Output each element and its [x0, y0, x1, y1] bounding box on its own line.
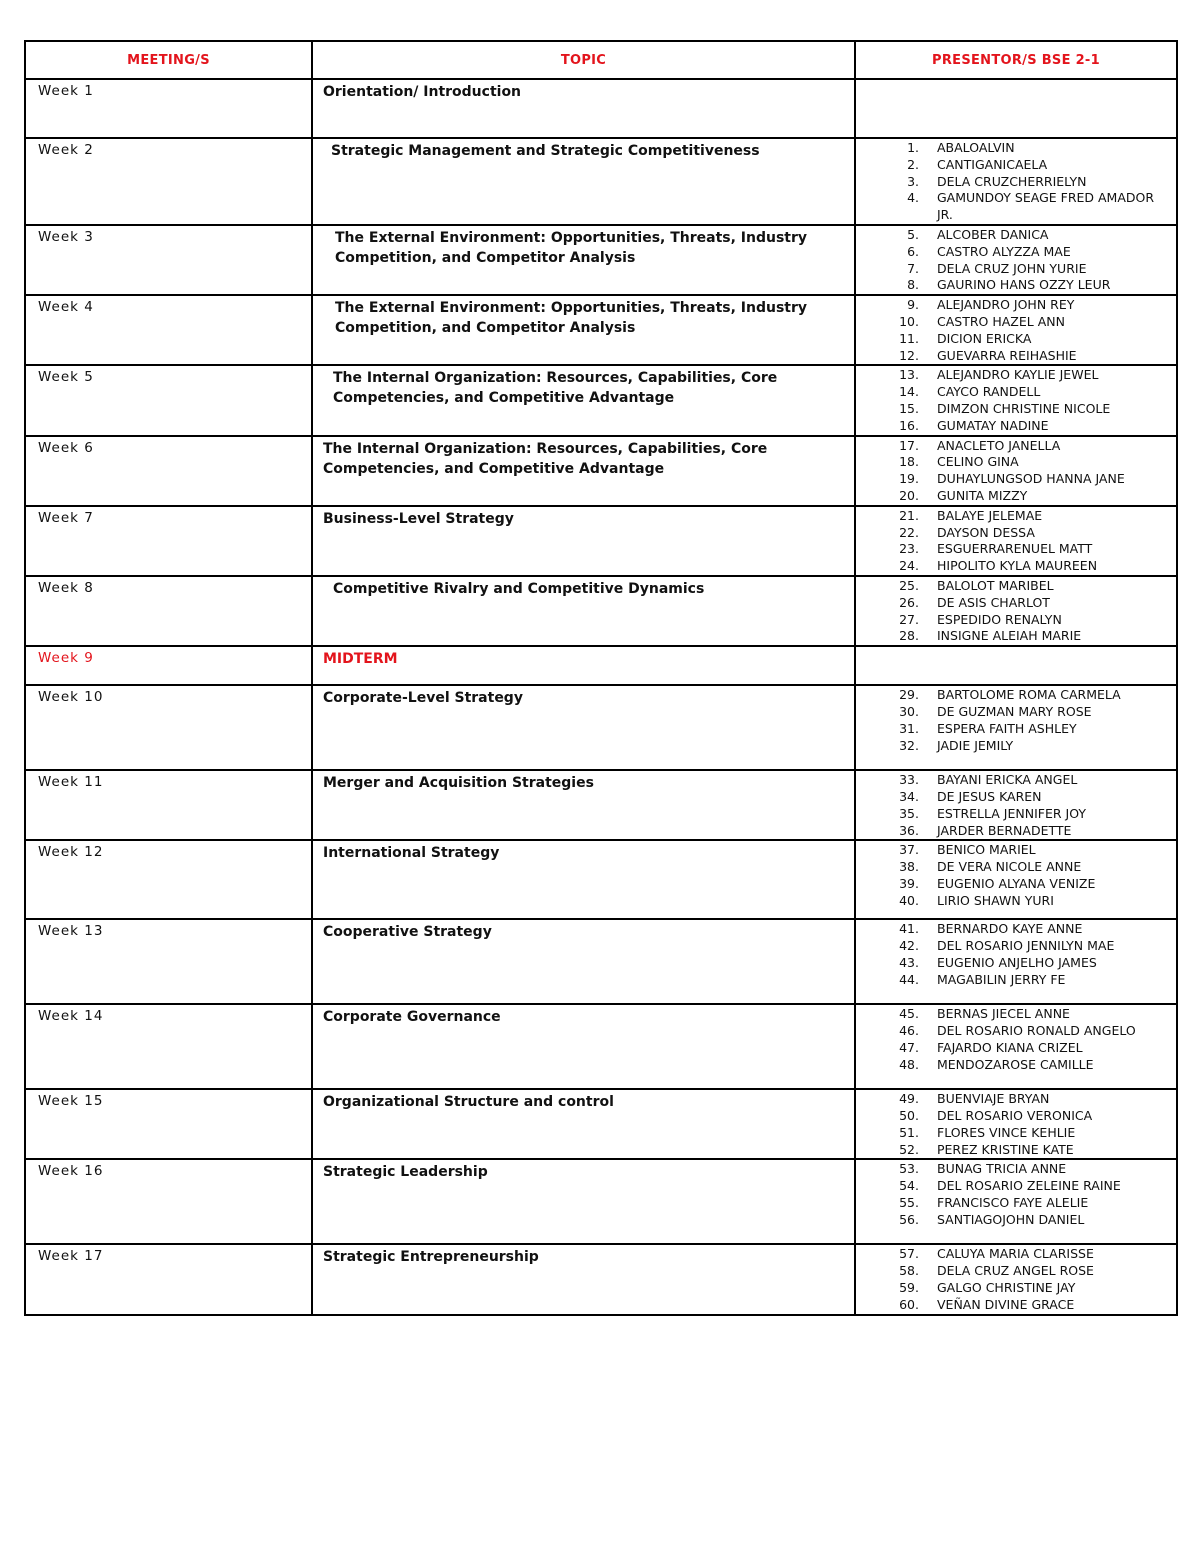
presenter-number: 25. [899, 577, 919, 593]
presenter-number: 23. [899, 541, 919, 557]
presenter-list [856, 1091, 1170, 1158]
week-cell: Week 8 [25, 576, 312, 646]
table-row [25, 436, 1177, 506]
presenter-name: DE JESUS KAREN [937, 788, 1042, 804]
presenter-item [856, 454, 1170, 471]
presenter-name: INSIGNE ALEIAH MARIE [937, 628, 1082, 644]
presenter-name: CELINO GINA [937, 454, 1019, 470]
presenter-name: ESPERA FAITH ASHLEY [937, 720, 1077, 736]
presenter-number: 37. [899, 842, 919, 858]
table-row [25, 506, 1177, 576]
presenter-number: 19. [899, 471, 919, 487]
topic-cell [312, 295, 855, 365]
week-cell: Week 4 [25, 295, 312, 365]
presenters-cell [855, 436, 1177, 506]
presenter-item [856, 628, 1170, 645]
presenter-name: DEL ROSARIO RONALD ANGELO [937, 1023, 1136, 1039]
presenter-number: 17. [899, 437, 919, 453]
presenter-item [856, 384, 1170, 401]
presenter-number: 9. [907, 297, 919, 313]
presenter-name: ALCOBER DANICA [937, 226, 1049, 242]
presenter-list [856, 1161, 1170, 1228]
presenter-item [856, 1125, 1170, 1142]
presenter-item [856, 1023, 1170, 1040]
presenter-name: DELA CRUZ ANGEL ROSE [937, 1263, 1094, 1279]
presenter-name: BENICO MARIEL [937, 842, 1036, 858]
table-row [25, 646, 1177, 685]
topic-header: TOPIC [312, 41, 855, 79]
presenter-name: BALOLOT MARIBEL [937, 577, 1054, 593]
presenter-number: 46. [899, 1023, 919, 1039]
presenter-item [856, 578, 1170, 595]
presenter-item [856, 1108, 1170, 1125]
presenter-name: CAYCO RANDELL [937, 384, 1041, 400]
presenter-number: 59. [899, 1280, 919, 1296]
table-row [25, 685, 1177, 770]
presenter-number: 28. [899, 628, 919, 644]
presenter-number: 15. [899, 400, 919, 416]
presenter-name: DEL ROSARIO VERONICA [937, 1108, 1093, 1124]
table-row [25, 770, 1177, 840]
topic-text: Cooperative Strategy [323, 924, 492, 941]
presenter-name: CALUYA MARIA CLARISSE [937, 1246, 1094, 1262]
presenter-name: MENDOZAROSE CAMILLE [937, 1056, 1094, 1072]
presenter-number: 3. [907, 173, 919, 189]
presenters-cell [855, 365, 1177, 435]
presenter-item [856, 227, 1170, 244]
presenter-name: DELA CRUZ JOHN YURIE [937, 260, 1087, 276]
presenter-number: 54. [899, 1178, 919, 1194]
presenter-list [856, 1006, 1170, 1073]
presenter-name: DEL ROSARIO ZELEINE RAINE [937, 1178, 1121, 1194]
week-cell: Week 13 [25, 919, 312, 1004]
week-cell: Week 1 [25, 79, 312, 138]
presenter-item [856, 938, 1170, 955]
presenter-name: DICION ERICKA [937, 330, 1032, 346]
presenter-item [856, 612, 1170, 629]
presenter-name: BERNARDO KAYE ANNE [937, 921, 1083, 937]
presenter-name: GAURINO HANS OZZY LEUR [937, 277, 1111, 293]
presenter-number: 52. [899, 1141, 919, 1157]
table-row [25, 365, 1177, 435]
presenter-name: DE ASIS CHARLOT [937, 594, 1050, 610]
presenter-item [856, 1161, 1170, 1178]
presenter-list [856, 438, 1170, 505]
topic-text: Competitive Rivalry and Competitive Dynamics [333, 580, 705, 597]
week-cell: Week 17 [25, 1244, 312, 1314]
presenter-number: 40. [899, 892, 919, 908]
presenter-name: DEL ROSARIO JENNILYN MAE [937, 938, 1115, 954]
presenter-number: 34. [899, 788, 919, 804]
presenter-name: MAGABILIN JERRY FE [937, 971, 1066, 987]
presenter-name: BAYANI ERICKA ANGEL [937, 772, 1078, 788]
week-cell: Week 6 [25, 436, 312, 506]
presenter-item [856, 541, 1170, 558]
topic-cell [312, 1004, 855, 1089]
presenter-name: CANTIGANICAELA [937, 156, 1048, 172]
presenter-name: CASTRO HAZEL ANN [937, 313, 1065, 329]
presenter-name: JARDER BERNADETTE [937, 822, 1072, 838]
presenter-name: ESGUERRARENUEL MATT [937, 541, 1093, 557]
presenter-item [856, 261, 1170, 278]
week-cell: Week 16 [25, 1159, 312, 1244]
table-row [25, 576, 1177, 646]
presenter-item [856, 1006, 1170, 1023]
presenter-item [856, 525, 1170, 542]
presenters-cell [855, 840, 1177, 919]
table-row [25, 1159, 1177, 1244]
presenters-cell [855, 1089, 1177, 1159]
presenter-number: 2. [907, 156, 919, 172]
presenter-item [856, 704, 1170, 721]
presenter-number: 56. [899, 1211, 919, 1227]
presenter-number: 16. [899, 417, 919, 433]
presenter-name: GUEVARRA REIHASHIE [937, 347, 1077, 363]
presenter-name: DUHAYLUNGSOD HANNA JANE [937, 471, 1125, 487]
presenter-number: 45. [899, 1006, 919, 1022]
presenter-number: 13. [899, 367, 919, 383]
topic-text: The External Environment: Opportunities, Threats, Industry Competition, and Competitor Analysis [335, 229, 808, 266]
presenter-item [856, 438, 1170, 455]
topic-text: The External Environment: Opportunities, Threats, Industry Competition, and Competitor Analysis [335, 300, 808, 337]
presenter-item [856, 277, 1170, 294]
presenter-name: FAJARDO KIANA CRIZEL [937, 1039, 1083, 1055]
presenter-item [856, 190, 1170, 224]
week-cell: Week 2 [25, 138, 312, 225]
topic-cell [312, 1244, 855, 1314]
presenter-item [856, 508, 1170, 525]
presenter-item [856, 921, 1170, 938]
week-cell: Week 10 [25, 685, 312, 770]
presenter-number: 50. [899, 1108, 919, 1124]
presenter-item [856, 876, 1170, 893]
presenter-name: FRANCISCO FAYE ALELIE [937, 1195, 1089, 1211]
presenter-name: ALEJANDRO JOHN REY [937, 297, 1075, 313]
week-cell: Week 5 [25, 365, 312, 435]
topic-text: Corporate-Level Strategy [323, 690, 523, 707]
presenter-number: 36. [899, 822, 919, 838]
presenter-item [856, 244, 1170, 261]
presenter-name: DIMZON CHRISTINE NICOLE [937, 400, 1111, 416]
presenter-number: 5. [907, 226, 919, 242]
presenter-name: BUNAG TRICIA ANNE [937, 1161, 1067, 1177]
presenter-item [856, 842, 1170, 859]
presenter-number: 1. [907, 140, 919, 155]
presenters-cell [855, 919, 1177, 1004]
presenter-number: 29. [899, 687, 919, 703]
topic-text: Orientation/ Introduction [323, 84, 522, 100]
presenter-item [856, 1040, 1170, 1057]
topic-text: Strategic Entrepreneurship [323, 1249, 539, 1266]
presenters-cell [855, 506, 1177, 576]
presenters-cell [855, 1244, 1177, 1314]
presenter-item [856, 859, 1170, 876]
presenter-item [856, 488, 1170, 505]
presenter-number: 10. [899, 313, 919, 329]
presenter-name: ALEJANDRO KAYLIE JEWEL [937, 367, 1099, 383]
presenter-name: BARTOLOME ROMA CARMELA [937, 687, 1121, 703]
presenters-cell [855, 225, 1177, 295]
topic-cell [312, 919, 855, 1004]
presenter-list [856, 921, 1170, 988]
topic-cell [312, 576, 855, 646]
presenter-item [856, 1057, 1170, 1074]
presenter-item [856, 893, 1170, 910]
presenter-name: DE GUZMAN MARY ROSE [937, 703, 1092, 719]
presenter-number: 18. [899, 454, 919, 470]
presenter-number: 47. [899, 1039, 919, 1055]
topic-text: Strategic Management and Strategic Competitiveness [331, 143, 760, 159]
topic-cell [312, 646, 855, 685]
week-cell: Week 11 [25, 770, 312, 840]
presenter-item [856, 721, 1170, 738]
presenter-number: 41. [899, 921, 919, 937]
presenter-list [856, 578, 1170, 645]
presenter-name: DE VERA NICOLE ANNE [937, 859, 1082, 875]
presenter-number: 8. [907, 277, 919, 293]
presenter-name: GALGO CHRISTINE JAY [937, 1280, 1076, 1296]
presenter-item [856, 558, 1170, 575]
presenter-number: 55. [899, 1195, 919, 1211]
presenter-name: BUENVIAJE BRYAN [937, 1091, 1050, 1107]
table-row [25, 225, 1177, 295]
presenter-number: 33. [899, 772, 919, 788]
presenters-cell [855, 1159, 1177, 1244]
presenter-item [856, 1297, 1170, 1314]
presenter-number: 51. [899, 1124, 919, 1140]
presenter-name: JADIE JEMILY [937, 737, 1014, 753]
presenter-item [856, 955, 1170, 972]
presenter-item [856, 1263, 1170, 1280]
presenter-name: VEÑAN DIVINE GRACE [937, 1296, 1075, 1312]
topic-text: The Internal Organization: Resources, Capabilities, Core Competencies, and Competitive Advantage [323, 440, 768, 477]
presenter-number: 58. [899, 1263, 919, 1279]
presenter-number: 26. [899, 594, 919, 610]
topic-cell [312, 79, 855, 138]
topic-cell [312, 685, 855, 770]
presenter-item [856, 1142, 1170, 1159]
presenter-name: GUMATAY NADINE [937, 417, 1049, 433]
presenter-item [856, 1195, 1170, 1212]
presenter-list [856, 297, 1170, 364]
presenter-number: 48. [899, 1056, 919, 1072]
topic-cell [312, 365, 855, 435]
table-row [25, 79, 1177, 138]
topic-text: Corporate Governance [323, 1009, 501, 1026]
presenter-number: 24. [899, 558, 919, 574]
presenters-cell [855, 79, 1177, 138]
presenter-number: 57. [899, 1246, 919, 1262]
presenter-number: 12. [899, 347, 919, 363]
presenter-item [856, 174, 1170, 191]
topic-text: International Strategy [323, 845, 500, 862]
presenter-number: 38. [899, 859, 919, 875]
presenter-item [856, 972, 1170, 989]
presenter-number: 44. [899, 971, 919, 987]
topic-cell [312, 138, 855, 225]
presenter-number: 14. [899, 384, 919, 400]
table-row [25, 138, 1177, 225]
presenter-item [856, 1280, 1170, 1297]
topic-cell [312, 1159, 855, 1244]
presenter-list [856, 842, 1170, 909]
presenter-name: HIPOLITO KYLA MAUREEN [937, 558, 1098, 574]
presenter-item [856, 1178, 1170, 1195]
presenter-number: 49. [899, 1091, 919, 1107]
presenter-number: 60. [899, 1296, 919, 1312]
presenter-item [856, 418, 1170, 435]
presenters-cell [855, 295, 1177, 365]
presenter-name: LIRIO SHAWN YURI [937, 892, 1054, 908]
presenter-number: 11. [899, 330, 919, 346]
presenter-item [856, 1212, 1170, 1229]
table-row [25, 919, 1177, 1004]
presenter-name: EUGENIO ALYANA VENIZE [937, 875, 1096, 891]
presenter-list [856, 367, 1170, 434]
topic-cell [312, 506, 855, 576]
topic-text: Business-Level Strategy [323, 510, 514, 527]
presenter-number: 31. [899, 720, 919, 736]
presenter-number: 20. [899, 487, 919, 503]
presenters-cell [855, 685, 1177, 770]
presenter-name: FLORES VINCE KEHLIE [937, 1124, 1076, 1140]
presenter-item [856, 823, 1170, 840]
presenter-number: 39. [899, 875, 919, 891]
presenters-cell [855, 646, 1177, 685]
topic-text: MIDTERM [323, 651, 398, 668]
presenter-name: CASTRO ALYZZA MAE [937, 243, 1071, 259]
presenter-name: GAMUNDOY SEAGE FRED AMADOR JR. [937, 190, 1155, 223]
topic-text: Strategic Leadership [323, 1164, 488, 1181]
presenter-item [856, 367, 1170, 384]
table-row [25, 840, 1177, 919]
presenter-item [856, 772, 1170, 789]
presenter-item [856, 471, 1170, 488]
presenter-number: 32. [899, 737, 919, 753]
presenter-item [856, 314, 1170, 331]
presenter-item [856, 687, 1170, 704]
presenter-number: 6. [907, 243, 919, 259]
presenters-cell [855, 138, 1177, 225]
presentors-header: PRESENTOR/S BSE 2-1 [855, 41, 1177, 79]
week-cell: Week 14 [25, 1004, 312, 1089]
presenter-number: 27. [899, 611, 919, 627]
presenter-number: 21. [899, 507, 919, 523]
presenter-name: BERNAS JIECEL ANNE [937, 1006, 1070, 1022]
table-row [25, 1004, 1177, 1089]
topic-text: The Internal Organization: Resources, Capabilities, Core Competencies, and Competitive Advantage [333, 370, 778, 407]
presenter-item [856, 789, 1170, 806]
presenters-cell [855, 770, 1177, 840]
presenter-number: 30. [899, 703, 919, 719]
presenter-name: DAYSON DESSA [937, 524, 1035, 540]
presenter-item [856, 1091, 1170, 1108]
presenter-number: 53. [899, 1161, 919, 1177]
table-row [25, 1244, 1177, 1314]
presenter-name: SANTIAGOJOHN DANIEL [937, 1211, 1085, 1227]
week-cell: Week 12 [25, 840, 312, 919]
topic-cell [312, 436, 855, 506]
table-row [25, 295, 1177, 365]
presenter-item [856, 595, 1170, 612]
presenter-name: EUGENIO ANJELHO JAMES [937, 954, 1097, 970]
topic-cell [312, 770, 855, 840]
week-cell: Week 3 [25, 225, 312, 295]
presenter-name: ABALOALVIN [937, 140, 1015, 155]
presenter-number: 4. [907, 190, 919, 206]
table-row [25, 1089, 1177, 1159]
topic-text: Organizational Structure and control [323, 1094, 614, 1111]
presenter-item [856, 401, 1170, 418]
topic-text: Merger and Acquisition Strategies [323, 775, 594, 792]
presenter-item [856, 140, 1170, 157]
presenter-list [856, 227, 1170, 294]
presenter-number: 7. [907, 260, 919, 276]
presenter-number: 35. [899, 805, 919, 821]
presenter-name: DELA CRUZCHERRIELYN [937, 173, 1087, 189]
schedule-table [24, 40, 1178, 1316]
presenter-name: PEREZ KRISTINE KATE [937, 1141, 1074, 1157]
presenter-list [856, 508, 1170, 575]
schedule-body [25, 79, 1177, 1315]
presenter-list [856, 687, 1170, 754]
presenters-cell [855, 576, 1177, 646]
header-row [25, 41, 1177, 79]
presenters-cell [855, 1004, 1177, 1089]
presenter-list [856, 140, 1170, 224]
presenter-item [856, 1246, 1170, 1263]
presenter-item [856, 157, 1170, 174]
presenter-name: ANACLETO JANELLA [937, 437, 1061, 453]
week-cell: Week 15 [25, 1089, 312, 1159]
presenter-name: ESTRELLA JENNIFER JOY [937, 805, 1086, 821]
presenter-number: 42. [899, 938, 919, 954]
topic-cell [312, 225, 855, 295]
presenter-item [856, 806, 1170, 823]
presenter-number: 43. [899, 954, 919, 970]
presenter-number: 22. [899, 524, 919, 540]
presenter-item [856, 331, 1170, 348]
meeting-header: MEETING/S [25, 41, 312, 79]
presenter-list [856, 772, 1170, 839]
topic-cell [312, 840, 855, 919]
presenter-item [856, 348, 1170, 365]
week-cell: Week 7 [25, 506, 312, 576]
presenter-name: ESPEDIDO RENALYN [937, 611, 1062, 627]
topic-cell [312, 1089, 855, 1159]
presenter-name: GUNITA MIZZY [937, 487, 1028, 503]
presenter-item [856, 738, 1170, 755]
week-cell: Week 9 [25, 646, 312, 685]
presenter-list [856, 1246, 1170, 1313]
presenter-item [856, 297, 1170, 314]
presenter-name: BALAYE JELEMAE [937, 507, 1043, 523]
